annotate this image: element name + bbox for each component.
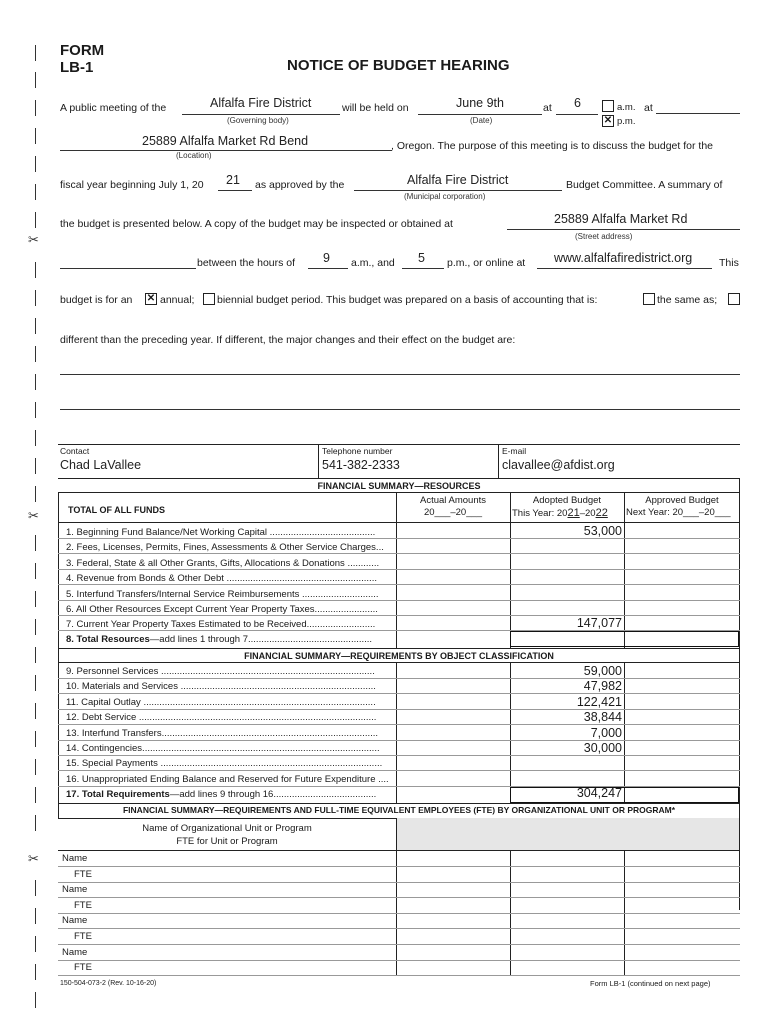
requirement-row-value[interactable]: 122,421 [576, 694, 622, 709]
continued-note: Form LB-1 (continued on next page) [590, 979, 711, 988]
intro-text: A public meeting of the [60, 102, 167, 114]
resource-row-value[interactable]: 53,000 [583, 524, 622, 538]
page-title: NOTICE OF BUDGET HEARING [287, 57, 510, 74]
fte-value-row: FTE [74, 962, 92, 974]
requirement-row-value[interactable]: 30,000 [583, 741, 622, 755]
resource-row-label: 4. Revenue from Bonds & Other Debt ......................................................... [66, 573, 377, 585]
year-field[interactable]: 21 [226, 173, 240, 187]
adopted-budget-header: Adopted Budget [532, 495, 602, 506]
resource-row-label: 1. Beginning Fund Balance/Net Working Capital ........................................ [66, 527, 376, 538]
am-checkbox[interactable] [602, 100, 614, 112]
total-resources-desc: —add lines 1 through 7............................................... [149, 634, 373, 645]
fte-header-shade [396, 818, 739, 850]
total-requirements-value[interactable]: 304,247 [576, 786, 622, 800]
requirement-row-label: 13. Interfund Transfers.................................................................................. [66, 727, 379, 739]
intro-text: different than the preceding year. If different, the major changes and their effect on the budget are: [60, 334, 516, 346]
requirement-row-label: 16. Unappropriated Ending Balance and Reserved for Future Expenditure .... [66, 773, 389, 785]
municipal-caption: (Municipal corporation) [404, 192, 486, 201]
intro-text: between the hours of [197, 257, 296, 269]
email-field[interactable]: clavallee@afdist.org [502, 458, 615, 472]
annual-checkbox[interactable]: ✕ [146, 293, 156, 304]
resource-row-label: 2. Fees, Licenses, Permits, Fines, Assessments & Other Service Charges... [66, 542, 384, 554]
scissors-icon: ✂ [28, 508, 39, 523]
resource-row-label: 5. Interfund Transfers/Internal Service Reimbursements ............................. [66, 588, 379, 600]
date-field[interactable]: June 9th [456, 96, 504, 110]
total-all-funds-label: TOTAL OF ALL FUNDS [68, 505, 165, 515]
fte-name-row: Name [62, 853, 88, 864]
adopted-year-label: This Year: 20 [512, 508, 568, 519]
total-requirements-label: 17. Total Requirements [66, 789, 170, 800]
fte-name-row: Name [62, 946, 88, 958]
location-caption: (Location) [176, 151, 212, 160]
fte-header: Name of Organizational Unit or Program [142, 823, 312, 834]
fte-title: FINANCIAL SUMMARY—REQUIREMENTS AND FULL-TIME EQUIVALENT EMPLOYEES (FTE) BY ORGANIZATIONAL UNIT OR PROGRAM* [122, 805, 676, 815]
phone-field[interactable]: 541-382-2333 [322, 458, 400, 472]
requirement-row-label: 9. Personnel Services ................................................................................. [66, 666, 375, 677]
resource-row-value[interactable]: 147,077 [576, 616, 622, 631]
actual-amounts-header: Actual Amounts [419, 495, 486, 506]
adopted-year-sep: –20 [579, 508, 596, 519]
governing-body-caption: (Governing body) [227, 116, 289, 125]
street-caption: (Street address) [575, 232, 633, 241]
scissors-icon: ✂ [28, 232, 39, 247]
requirement-row-value[interactable]: 47,982 [583, 679, 622, 694]
intro-text: at [543, 102, 552, 114]
requirement-row-value[interactable]: 38,844 [583, 710, 622, 725]
intro-text: fiscal year beginning July 1, 20 [60, 179, 204, 191]
intro-text: This [719, 257, 739, 269]
requirement-row-label: 12. Debt Service .......................................................................................... [66, 712, 377, 724]
approved-budget-header: Approved Budget [645, 495, 719, 506]
am-label: a.m. [617, 102, 636, 113]
intro-text: Budget Committee. A summary of [566, 179, 723, 191]
date-caption: (Date) [470, 116, 493, 125]
requirement-row-label: 15. Special Payments .................................................................................... [66, 758, 383, 770]
fte-value-row: FTE [74, 931, 92, 942]
intro-text: as approved by the [255, 179, 345, 191]
resource-row-label: 6. All Other Resources Except Current Year Property Taxes........................ [66, 604, 378, 615]
fte-value-row: FTE [74, 899, 92, 911]
total-requirements-desc: —add lines 9 through 16....................................... [169, 789, 377, 800]
resource-row-label: 3. Federal, State & all Other Grants, Gifts, Allocations & Donations ............ [66, 557, 380, 569]
hour-pm-field[interactable]: 5 [418, 251, 425, 265]
different-checkbox[interactable] [728, 293, 740, 305]
total-resources-box [510, 631, 739, 647]
fte-value-row: FTE [74, 868, 92, 880]
actual-amounts-years: 20___–20___ [423, 507, 483, 518]
intro-text: at [644, 102, 653, 114]
intro-text: a.m., and [351, 257, 395, 269]
street-field[interactable]: 25889 Alfalfa Market Rd [554, 212, 688, 226]
email-label: E-mail [502, 446, 527, 456]
total-resources-label: 8. Total Resources [66, 634, 150, 645]
website-field[interactable]: www.alfalfafiredistrict.org [554, 251, 693, 265]
intro-text: p.m., or online at [447, 257, 526, 269]
intro-text: biennial budget period. This budget was prepared on a basis of accounting that is: [217, 294, 598, 306]
requirement-row-value[interactable]: 7,000 [590, 725, 622, 740]
contact-field[interactable]: Chad LaVallee [60, 458, 142, 472]
requirements-title: FINANCIAL SUMMARY—REQUIREMENTS BY OBJECT CLASSIFICATION [244, 651, 554, 661]
scissors-icon: ✂ [28, 851, 39, 866]
requirement-row-label: 11. Capital Outlay ........................................................................................ [66, 696, 376, 708]
intro-text: , Oregon. The purpose of this meeting is to discuss the budget for the [391, 140, 713, 152]
hour-am-field[interactable]: 9 [323, 251, 330, 265]
pm-label: p.m. [617, 116, 636, 127]
approved-budget-years: Next Year: 20___–20___ [626, 507, 731, 518]
intro-text: the budget is presented below. A copy of the budget may be inspected or obtained at [60, 218, 453, 230]
intro-text: will be held on [342, 102, 409, 114]
same-as-checkbox[interactable] [643, 293, 655, 305]
location-field[interactable]: 25889 Alfalfa Market Rd Bend [142, 134, 309, 148]
requirement-row-label: 14. Contingencies.......................................................................................... [66, 743, 380, 754]
time-field[interactable]: 6 [574, 96, 581, 110]
form-title: FORM [60, 42, 105, 59]
resources-title: FINANCIAL SUMMARY—RESOURCES [317, 481, 481, 491]
biennial-checkbox[interactable] [203, 293, 215, 305]
requirement-row-value[interactable]: 59,000 [583, 664, 622, 678]
fte-name-row: Name [62, 915, 88, 927]
form-revision: 150-504-073-2 (Rev. 10-16-20) [60, 980, 157, 987]
adopted-year2-field[interactable]: 22 [595, 507, 608, 519]
pm-checkbox[interactable]: ✕ [603, 115, 613, 126]
intro-text: budget is for an [60, 294, 133, 306]
municipal-corp-field[interactable]: Alfalfa Fire District [407, 173, 509, 187]
fte-name-row: Name [62, 884, 88, 896]
intro-text: the same as; [657, 294, 718, 306]
intro-text: annual; [160, 294, 195, 306]
phone-label: Telephone number [322, 446, 393, 456]
contact-label: Contact [60, 446, 90, 456]
governing-body-field[interactable]: Alfalfa Fire District [210, 96, 312, 110]
requirement-row-label: 10. Materials and Services .......................................................................... [66, 681, 376, 693]
form-number: LB-1 [60, 59, 94, 76]
resource-row-label: 7. Current Year Property Taxes Estimated to be Received.......................... [66, 619, 376, 631]
adopted-year1-field[interactable]: 21 [567, 507, 580, 519]
fte-header-sub: FTE for Unit or Program [176, 836, 278, 847]
